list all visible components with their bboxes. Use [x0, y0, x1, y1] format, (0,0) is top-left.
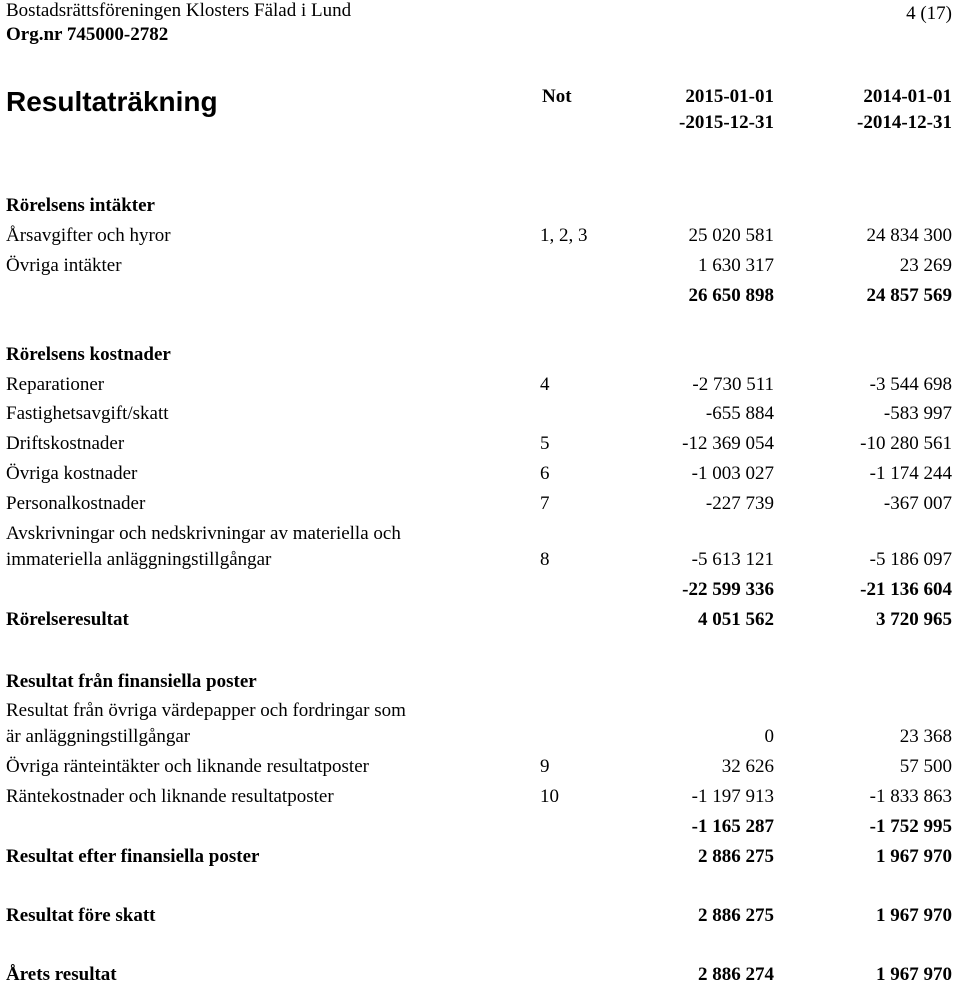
row-prior: -3 544 698 — [869, 374, 952, 395]
row-prior: -5 186 097 — [869, 549, 952, 570]
row-label: Resultat före skatt — [6, 905, 156, 926]
table-row — [0, 431, 960, 457]
row-label: Rörelseresultat — [6, 609, 129, 630]
row-current: -1 165 287 — [691, 816, 774, 837]
table-row — [0, 372, 960, 398]
table-row — [0, 491, 960, 517]
table-row — [0, 754, 960, 780]
row-prior: 23 368 — [899, 726, 952, 747]
row-label: Driftskostnader — [6, 433, 125, 454]
row-current: -655 884 — [705, 403, 774, 424]
total-row — [0, 607, 960, 633]
row-label: immateriella anläggningstillgångar — [6, 549, 272, 570]
row-note: 6 — [540, 463, 550, 484]
row-label: Rörelsens intäkter — [6, 195, 155, 216]
row-prior: 24 834 300 — [866, 225, 952, 246]
row-current: -1 003 027 — [691, 463, 774, 484]
row-label: Resultat från finansiella poster — [6, 671, 257, 692]
row-label: Årsavgifter och hyror — [6, 225, 171, 246]
total-row — [0, 962, 960, 988]
row-prior: -21 136 604 — [860, 579, 952, 600]
table-row — [0, 461, 960, 487]
row-prior: 3 720 965 — [876, 609, 952, 630]
row-note: 9 — [540, 756, 550, 777]
row-prior: -1 752 995 — [869, 816, 952, 837]
table-row — [0, 724, 960, 750]
table-row — [0, 401, 960, 427]
row-current: 25 020 581 — [688, 225, 774, 246]
column-current-header-end: -2015-12-31 — [679, 112, 774, 133]
subtotal-row — [0, 577, 960, 603]
table-row — [0, 253, 960, 279]
row-prior: -583 997 — [883, 403, 952, 424]
row-label: Årets resultat — [6, 964, 117, 985]
row-note: 5 — [540, 433, 550, 454]
row-prior: 1 967 970 — [876, 964, 952, 985]
row-prior: 57 500 — [899, 756, 952, 777]
total-row — [0, 903, 960, 929]
row-current: 2 886 274 — [698, 964, 774, 985]
column-prior-header-start: 2014-01-01 — [863, 86, 952, 107]
row-label: Personalkostnader — [6, 493, 146, 514]
row-prior: -1 833 863 — [869, 786, 952, 807]
page-number: 4 (17) — [906, 3, 952, 24]
row-current: 2 886 275 — [698, 905, 774, 926]
row-current: 4 051 562 — [698, 609, 774, 630]
row-label: Avskrivningar och nedskrivningar av materiella och — [6, 523, 401, 544]
row-note: 1, 2, 3 — [540, 225, 588, 246]
row-prior: -10 280 561 — [860, 433, 952, 454]
org-number: Org.nr 745000-2782 — [6, 24, 169, 45]
section-operating-income — [0, 193, 960, 219]
row-label: Övriga intäkter — [6, 255, 122, 276]
table-row — [0, 223, 960, 249]
row-label: Rörelsens kostnader — [6, 344, 171, 365]
row-label: är anläggningstillgångar — [6, 726, 191, 747]
row-current: -12 369 054 — [682, 433, 774, 454]
row-prior: 23 269 — [899, 255, 952, 276]
row-label: Räntekostnader och liknande resultatposter — [6, 786, 334, 807]
row-prior: 24 857 569 — [866, 285, 952, 306]
row-label: Fastighetsavgift/skatt — [6, 403, 169, 424]
column-prior-header-end: -2014-12-31 — [857, 112, 952, 133]
row-current: 2 886 275 — [698, 846, 774, 867]
org-name: Bostadsrättsföreningen Klosters Fälad i Lund — [6, 0, 352, 21]
row-label: Övriga ränteintäkter och liknande resultatposter — [6, 756, 369, 777]
page-title: Resultaträkning — [6, 86, 218, 117]
row-current: -227 739 — [705, 493, 774, 514]
row-current: -5 613 121 — [691, 549, 774, 570]
row-current: 32 626 — [721, 756, 774, 777]
row-current: -1 197 913 — [691, 786, 774, 807]
total-row — [0, 844, 960, 870]
row-prior: 1 967 970 — [876, 905, 952, 926]
column-current-header-start: 2015-01-01 — [685, 86, 774, 107]
table-row — [0, 547, 960, 573]
row-note: 4 — [540, 374, 550, 395]
row-prior: -367 007 — [883, 493, 952, 514]
row-current: -22 599 336 — [682, 579, 774, 600]
row-note: 8 — [540, 549, 550, 570]
subtotal-row — [0, 814, 960, 840]
row-label: Resultat från övriga värdepapper och fordringar som — [6, 700, 406, 721]
column-note-header: Not — [542, 86, 572, 107]
row-current: 26 650 898 — [688, 285, 774, 306]
row-note: 10 — [540, 786, 559, 807]
subtotal-row — [0, 283, 960, 309]
table-row — [0, 521, 960, 547]
row-label: Resultat efter finansiella poster — [6, 846, 260, 867]
row-current: 1 630 317 — [698, 255, 774, 276]
table-row — [0, 784, 960, 810]
section-financial-items — [0, 669, 960, 695]
row-current: 0 — [764, 726, 774, 747]
section-operating-costs — [0, 342, 960, 368]
row-prior: -1 174 244 — [869, 463, 952, 484]
row-label: Övriga kostnader — [6, 463, 138, 484]
row-current: -2 730 511 — [692, 374, 774, 395]
row-label: Reparationer — [6, 374, 105, 395]
row-note: 7 — [540, 493, 550, 514]
table-row — [0, 698, 960, 724]
row-prior: 1 967 970 — [876, 846, 952, 867]
